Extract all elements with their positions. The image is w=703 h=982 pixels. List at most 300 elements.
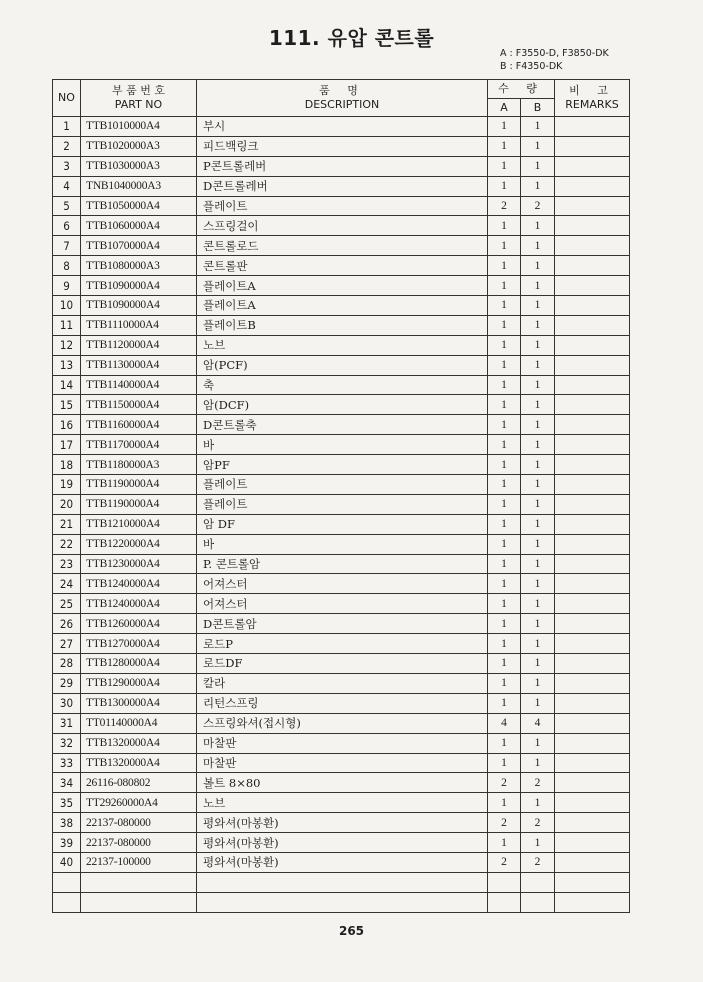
table-row — [53, 395, 630, 415]
part-number-index: 34 — [53, 773, 81, 793]
quantity-b: 1 — [521, 415, 555, 435]
table-row — [53, 813, 630, 833]
table-row — [53, 296, 630, 316]
remarks-cell — [555, 634, 630, 654]
part-number-index: 19 — [53, 475, 81, 495]
part-number: TTB1060000A4 — [81, 216, 197, 236]
quantity-b: 1 — [521, 534, 555, 554]
header-qty-b: B — [521, 99, 555, 117]
table-row — [53, 455, 630, 475]
part-number: TTB1030000A3 — [81, 156, 197, 176]
quantity-a: 1 — [488, 654, 521, 674]
table-row — [53, 554, 630, 574]
part-number: TTB1240000A4 — [81, 574, 197, 594]
part-number: TTB1090000A4 — [81, 296, 197, 316]
remarks-cell — [555, 415, 630, 435]
part-number-index: 3 — [53, 156, 81, 176]
part-number-index: 22 — [53, 534, 81, 554]
quantity-a: 1 — [488, 136, 521, 156]
part-number-index: 14 — [53, 375, 81, 395]
part-number-index: 12 — [53, 335, 81, 355]
header-desc-en: DESCRIPTION — [304, 98, 380, 111]
table-row — [53, 176, 630, 196]
part-description: 플레이트 — [197, 196, 488, 216]
part-number: TTB1290000A4 — [81, 673, 197, 693]
part-number-index: 17 — [53, 435, 81, 455]
quantity-a: 1 — [488, 534, 521, 554]
model-legend-b: B : F4350-DK — [500, 61, 563, 72]
part-description: 암(DCF) — [197, 395, 488, 415]
table-row — [53, 773, 630, 793]
remarks-cell — [555, 296, 630, 316]
part-number: TTB1280000A4 — [81, 654, 197, 674]
parts-table-body — [53, 117, 630, 913]
remarks-cell — [555, 773, 630, 793]
quantity-a: 1 — [488, 455, 521, 475]
quantity-a: 1 — [488, 753, 521, 773]
remarks-cell — [555, 355, 630, 375]
part-description: 어져스터 — [197, 574, 488, 594]
part-description: 노브 — [197, 793, 488, 813]
quantity-b: 4 — [521, 713, 555, 733]
table-row — [53, 276, 630, 296]
part-number-index: 5 — [53, 196, 81, 216]
part-description: 바 — [197, 435, 488, 455]
table-row — [53, 654, 630, 674]
part-number: TTB1120000A4 — [81, 335, 197, 355]
quantity-b: 1 — [521, 494, 555, 514]
part-number-index: 25 — [53, 594, 81, 614]
part-number-index: 33 — [53, 753, 81, 773]
remarks-cell — [555, 594, 630, 614]
remarks-cell — [555, 713, 630, 733]
table-row — [53, 494, 630, 514]
part-number-index: 9 — [53, 276, 81, 296]
quantity-a: 1 — [488, 395, 521, 415]
part-description: 평와셔(마봉환) — [197, 833, 488, 853]
remarks-cell — [555, 852, 630, 872]
quantity-a: 1 — [488, 793, 521, 813]
quantity-b: 1 — [521, 256, 555, 276]
part-description: 암 DF — [197, 514, 488, 534]
table-row — [53, 833, 630, 853]
quantity-a: 2 — [488, 852, 521, 872]
table-row — [53, 196, 630, 216]
part-number: TTB1260000A4 — [81, 614, 197, 634]
remarks-cell — [555, 136, 630, 156]
part-description: 플레이트A — [197, 276, 488, 296]
remarks-cell — [555, 813, 630, 833]
part-number: TTB1240000A4 — [81, 594, 197, 614]
quantity-b: 1 — [521, 315, 555, 335]
quantity-a: 1 — [488, 554, 521, 574]
quantity-b: 1 — [521, 335, 555, 355]
quantity-b: 1 — [521, 276, 555, 296]
table-row — [53, 435, 630, 455]
quantity-a: 1 — [488, 634, 521, 654]
quantity-b: 1 — [521, 733, 555, 753]
quantity-a: 1 — [488, 514, 521, 534]
part-description: 부시 — [197, 117, 488, 137]
quantity-b: 2 — [521, 852, 555, 872]
quantity-a: 1 — [488, 614, 521, 634]
part-number-index: 38 — [53, 813, 81, 833]
part-number-index: 20 — [53, 494, 81, 514]
quantity-b: 1 — [521, 574, 555, 594]
part-number-index: 26 — [53, 614, 81, 634]
part-description: 플레이트B — [197, 315, 488, 335]
part-number: TTB1140000A4 — [81, 375, 197, 395]
table-row — [53, 335, 630, 355]
part-number: TTB1110000A4 — [81, 315, 197, 335]
remarks-cell — [555, 196, 630, 216]
part-number-index: 35 — [53, 793, 81, 813]
quantity-b: 1 — [521, 136, 555, 156]
quantity-a: 1 — [488, 475, 521, 495]
quantity-b: 1 — [521, 673, 555, 693]
part-number-index: 10 — [53, 296, 81, 316]
part-description: 바 — [197, 534, 488, 554]
part-description: 스프링와셔(접시형) — [197, 713, 488, 733]
part-description: 마찰판 — [197, 733, 488, 753]
quantity-a: 1 — [488, 236, 521, 256]
header-qty-ko: 수 량 — [498, 82, 544, 95]
table-row — [53, 693, 630, 713]
quantity-b: 2 — [521, 813, 555, 833]
remarks-cell — [555, 654, 630, 674]
header-description — [197, 80, 488, 117]
table-row — [53, 733, 630, 753]
table-row — [53, 614, 630, 634]
part-number-index: 4 — [53, 176, 81, 196]
table-row — [53, 256, 630, 276]
part-description: 노브 — [197, 335, 488, 355]
remarks-cell — [555, 833, 630, 853]
remarks-cell — [555, 554, 630, 574]
part-number: TTB1300000A4 — [81, 693, 197, 713]
quantity-b: 1 — [521, 117, 555, 137]
header-no: NO — [53, 80, 81, 117]
quantity-b: 1 — [521, 156, 555, 176]
part-description: D콘트롤암 — [197, 614, 488, 634]
remarks-cell — [555, 693, 630, 713]
empty-row — [53, 872, 630, 892]
table-row — [53, 793, 630, 813]
quantity-a: 1 — [488, 733, 521, 753]
table-row — [53, 475, 630, 495]
quantity-b: 1 — [521, 435, 555, 455]
part-number-index: 39 — [53, 833, 81, 853]
quantity-a: 1 — [488, 256, 521, 276]
quantity-a: 1 — [488, 315, 521, 335]
part-number: TT29260000A4 — [81, 793, 197, 813]
quantity-b: 1 — [521, 514, 555, 534]
table-row — [53, 415, 630, 435]
remarks-cell — [555, 256, 630, 276]
part-number-index: 31 — [53, 713, 81, 733]
part-number: TTB1230000A4 — [81, 554, 197, 574]
part-description: 볼트 8×80 — [197, 773, 488, 793]
part-description: 로드DF — [197, 654, 488, 674]
table-row — [53, 713, 630, 733]
quantity-a: 1 — [488, 216, 521, 236]
quantity-b: 1 — [521, 176, 555, 196]
quantity-a: 1 — [488, 276, 521, 296]
remarks-cell — [555, 793, 630, 813]
header-part-en: PART NO — [114, 98, 163, 111]
quantity-b: 1 — [521, 475, 555, 495]
part-number-index: 2 — [53, 136, 81, 156]
quantity-a: 1 — [488, 435, 521, 455]
header-qty-a: A — [488, 99, 521, 117]
quantity-a: 1 — [488, 833, 521, 853]
part-description: 암PF — [197, 455, 488, 475]
part-number-index: 27 — [53, 634, 81, 654]
part-description: 스프링걸이 — [197, 216, 488, 236]
remarks-cell — [555, 614, 630, 634]
empty-row — [53, 892, 630, 912]
remarks-cell — [555, 315, 630, 335]
remarks-cell — [555, 514, 630, 534]
empty-cell — [81, 872, 197, 892]
part-description: 플레이트A — [197, 296, 488, 316]
part-number: TTB1010000A4 — [81, 117, 197, 137]
empty-cell — [197, 872, 488, 892]
quantity-a: 2 — [488, 813, 521, 833]
remarks-cell — [555, 216, 630, 236]
remarks-cell — [555, 435, 630, 455]
remarks-cell — [555, 276, 630, 296]
quantity-a: 1 — [488, 673, 521, 693]
remarks-cell — [555, 733, 630, 753]
table-row — [53, 634, 630, 654]
empty-cell — [521, 892, 555, 912]
empty-cell — [521, 872, 555, 892]
part-number: 26116-080802 — [81, 773, 197, 793]
quantity-b: 1 — [521, 395, 555, 415]
quantity-a: 2 — [488, 773, 521, 793]
quantity-a: 1 — [488, 574, 521, 594]
quantity-b: 1 — [521, 455, 555, 475]
part-number: TTB1080000A3 — [81, 256, 197, 276]
part-number-index: 29 — [53, 673, 81, 693]
quantity-a: 1 — [488, 176, 521, 196]
empty-cell — [53, 892, 81, 912]
table-row — [53, 117, 630, 137]
part-number-index: 32 — [53, 733, 81, 753]
part-description: 콘트롤로드 — [197, 236, 488, 256]
table-row — [53, 594, 630, 614]
part-number: 22137-080000 — [81, 813, 197, 833]
quantity-b: 1 — [521, 216, 555, 236]
empty-cell — [488, 892, 521, 912]
part-description: 축 — [197, 375, 488, 395]
quantity-b: 1 — [521, 654, 555, 674]
empty-cell — [488, 872, 521, 892]
table-row — [53, 574, 630, 594]
remarks-cell — [555, 176, 630, 196]
part-number: TTB1070000A4 — [81, 236, 197, 256]
table-row — [53, 673, 630, 693]
empty-cell — [197, 892, 488, 912]
quantity-a: 4 — [488, 713, 521, 733]
table-row — [53, 136, 630, 156]
empty-cell — [81, 892, 197, 912]
part-description: 플레이트 — [197, 494, 488, 514]
part-number-index: 40 — [53, 852, 81, 872]
empty-cell — [555, 872, 630, 892]
part-number: TNB1040000A3 — [81, 176, 197, 196]
part-description: 로드P — [197, 634, 488, 654]
remarks-cell — [555, 455, 630, 475]
part-description: 칼라 — [197, 673, 488, 693]
part-number: TTB1220000A4 — [81, 534, 197, 554]
quantity-a: 1 — [488, 355, 521, 375]
part-description: P콘트롤레버 — [197, 156, 488, 176]
quantity-a: 1 — [488, 415, 521, 435]
quantity-b: 1 — [521, 375, 555, 395]
quantity-a: 1 — [488, 156, 521, 176]
table-row — [53, 514, 630, 534]
part-description: P. 콘트롤암 — [197, 554, 488, 574]
part-number-index: 6 — [53, 216, 81, 236]
part-description: 평와셔(마봉환) — [197, 813, 488, 833]
part-number-index: 24 — [53, 574, 81, 594]
part-description: D콘트롤축 — [197, 415, 488, 435]
remarks-cell — [555, 475, 630, 495]
quantity-a: 1 — [488, 335, 521, 355]
quantity-b: 1 — [521, 833, 555, 853]
remarks-cell — [555, 534, 630, 554]
quantity-a: 1 — [488, 296, 521, 316]
part-number-index: 23 — [53, 554, 81, 574]
table-row — [53, 753, 630, 773]
page-number: 265 — [338, 924, 365, 938]
part-number: TTB1020000A3 — [81, 136, 197, 156]
table-row — [53, 315, 630, 335]
part-number-index: 28 — [53, 654, 81, 674]
remarks-cell — [555, 673, 630, 693]
table-row — [53, 852, 630, 872]
part-number: TTB1170000A4 — [81, 435, 197, 455]
part-description: 콘트롤판 — [197, 256, 488, 276]
table-row — [53, 355, 630, 375]
header-remarks-en: REMARKS — [565, 98, 619, 111]
quantity-a: 2 — [488, 196, 521, 216]
empty-cell — [53, 872, 81, 892]
part-number-index: 7 — [53, 236, 81, 256]
remarks-cell — [555, 395, 630, 415]
quantity-a: 1 — [488, 693, 521, 713]
header-quantity — [488, 80, 555, 99]
parts-table — [52, 79, 630, 913]
empty-cell — [555, 892, 630, 912]
quantity-b: 1 — [521, 296, 555, 316]
quantity-a: 1 — [488, 375, 521, 395]
part-number-index: 18 — [53, 455, 81, 475]
part-description: 리턴스프링 — [197, 693, 488, 713]
table-row — [53, 216, 630, 236]
remarks-cell — [555, 574, 630, 594]
quantity-b: 1 — [521, 793, 555, 813]
quantity-b: 2 — [521, 773, 555, 793]
part-number: TTB1090000A4 — [81, 276, 197, 296]
part-number: TTB1210000A4 — [81, 514, 197, 534]
part-description: 평와셔(마봉환) — [197, 852, 488, 872]
part-number-index: 30 — [53, 693, 81, 713]
remarks-cell — [555, 494, 630, 514]
part-number-index: 13 — [53, 355, 81, 375]
part-number-index: 11 — [53, 315, 81, 335]
quantity-b: 1 — [521, 554, 555, 574]
remarks-cell — [555, 156, 630, 176]
table-row — [53, 375, 630, 395]
part-number: TTB1190000A4 — [81, 494, 197, 514]
part-number: 22137-100000 — [81, 852, 197, 872]
page-title: 111. 유압 콘트롤 — [268, 26, 435, 50]
part-number: TTB1270000A4 — [81, 634, 197, 654]
remarks-cell — [555, 375, 630, 395]
part-description: 플레이트 — [197, 475, 488, 495]
quantity-b: 1 — [521, 634, 555, 654]
part-description: 암(PCF) — [197, 355, 488, 375]
part-description: 어져스터 — [197, 594, 488, 614]
part-description: 마찰판 — [197, 753, 488, 773]
remarks-cell — [555, 236, 630, 256]
part-number-index: 15 — [53, 395, 81, 415]
part-number-index: 8 — [53, 256, 81, 276]
header-desc-ko: 품 명 — [319, 84, 365, 97]
quantity-b: 1 — [521, 753, 555, 773]
header-remarks — [555, 80, 630, 117]
part-number-index: 16 — [53, 415, 81, 435]
quantity-a: 1 — [488, 117, 521, 137]
part-number: TTB1160000A4 — [81, 415, 197, 435]
part-number-index: 21 — [53, 514, 81, 534]
quantity-b: 1 — [521, 614, 555, 634]
quantity-b: 1 — [521, 236, 555, 256]
part-number: TTB1150000A4 — [81, 395, 197, 415]
table-row — [53, 534, 630, 554]
quantity-a: 1 — [488, 494, 521, 514]
quantity-b: 1 — [521, 594, 555, 614]
part-number-index: 1 — [53, 117, 81, 137]
part-number: TTB1320000A4 — [81, 733, 197, 753]
header-part-ko: 부 품 번 호 — [112, 84, 165, 97]
part-number: TTB1320000A4 — [81, 753, 197, 773]
quantity-a: 1 — [488, 594, 521, 614]
remarks-cell — [555, 753, 630, 773]
part-number: TT01140000A4 — [81, 713, 197, 733]
part-number: TTB1190000A4 — [81, 475, 197, 495]
header-part-no — [81, 80, 197, 117]
model-legend-a: A : F3550-D, F3850-DK — [500, 48, 609, 59]
header-remarks-ko: 비 고 — [569, 84, 615, 97]
remarks-cell — [555, 117, 630, 137]
remarks-cell — [555, 335, 630, 355]
table-row — [53, 236, 630, 256]
quantity-b: 1 — [521, 693, 555, 713]
quantity-b: 2 — [521, 196, 555, 216]
part-number: TTB1130000A4 — [81, 355, 197, 375]
quantity-b: 1 — [521, 355, 555, 375]
part-number: 22137-080000 — [81, 833, 197, 853]
model-legend — [500, 47, 609, 73]
part-number: TTB1180000A3 — [81, 455, 197, 475]
part-description: 피드백링크 — [197, 136, 488, 156]
table-row — [53, 156, 630, 176]
part-description: D콘트롤레버 — [197, 176, 488, 196]
